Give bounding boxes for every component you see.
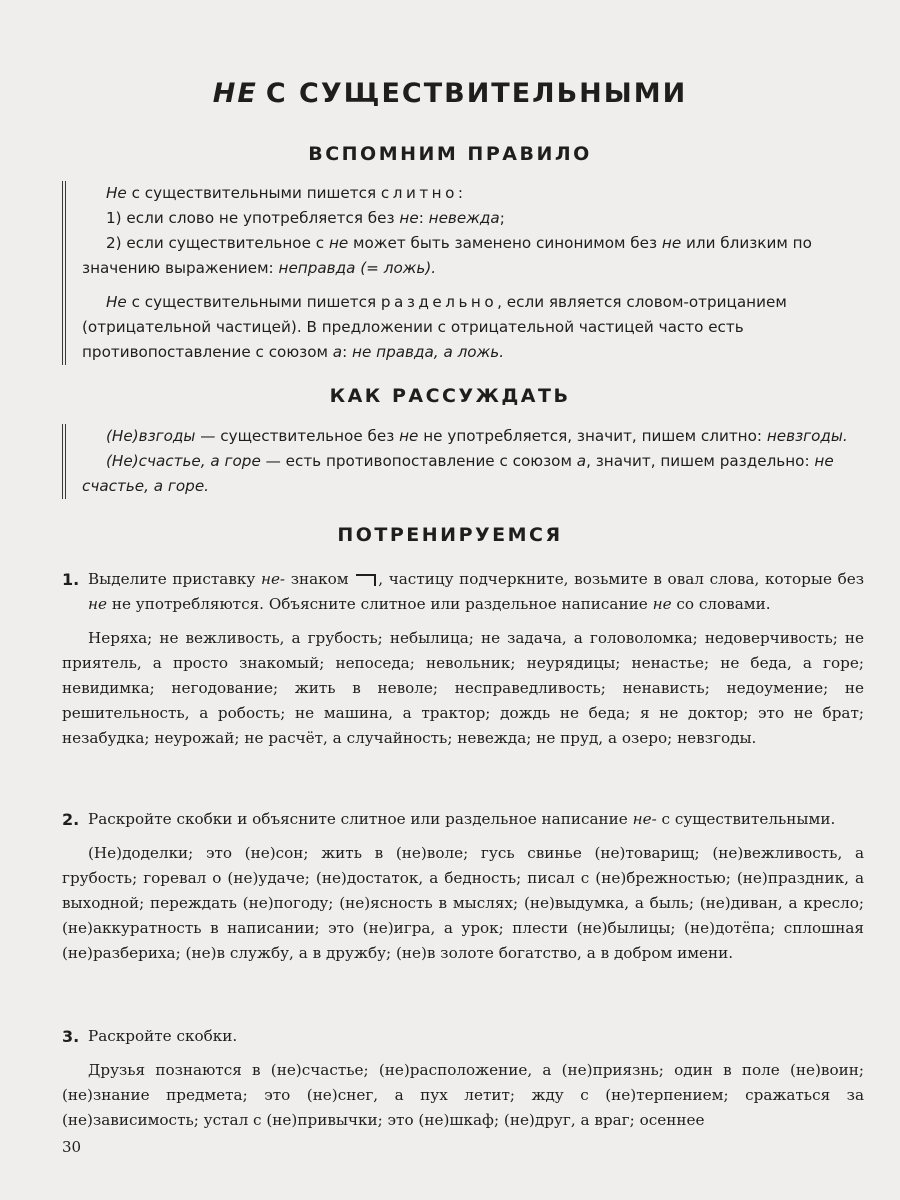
task-exercise-text: Неряха; не вежливость, а грубость; небылица; не задача, а головоломка; недоверчивость; не приятель, а просто знакомый; непоседа; невольник; неурядицы; ненастье; не беда, а горе; невидимка; негодование; жить в неволе; несправедливость; ненависть; недоумение; не решительность, а робость; не машина, а трактор; дождь не беда; я не доктор; это не брат; незабудка; неурожай; не расчёт, а случайность; невежда; не пруд, а озеро; невзгоды.: [62, 629, 864, 747]
page-title: [0, 78, 900, 109]
task-instruction: Раскройте скобки.: [88, 1027, 238, 1045]
rule-item-2: 2) если существительное с не может быть заменено синонимом без не или близким по значению выражением: неправда (= ложь).: [82, 234, 812, 277]
page-title-ne: НЕ: [212, 78, 258, 109]
rule-paragraph-1: Не с существительными пишется слитно:: [106, 184, 464, 202]
task-exercise-text: (Не)доделки; это (не)сон; жить в (не)воле; гусь свинье (не)товарищ; (не)вежливость, а грубость; горевал о (не)удаче; (не)достаток, а бедность; писал с (не)брежностью; (не)праздник, а выходной; переждать (не)погоду; (не)ясность в мыслях; (не)выдумка, а быль; (не)диван, а кресло; (не)аккуратность в написании; это (не)игра, а урок; плести (не)былицы; (не)дотёпа; сплошная (не)разбериха; (не)в службу, а в дружбу; (не)в золоте богатство, а в добром имени.: [62, 844, 864, 962]
rule-item-1: 1) если слово не употребляется без не: невежда;: [106, 209, 505, 227]
task-instruction: Выделите приставку не- знаком , частицу подчеркните, возьмите в овал слова, которые без не не употребляются. Объясните слитное или раздельное написание не со словами.: [88, 570, 864, 613]
task-3: [62, 1024, 864, 1148]
task-exercise-text: Друзья познаются в (не)счастье; (не)расположение, а (не)приязнь; один в поле (не)воин; (не)знание предмета; это (не)снег, а пух летит; жду с (не)терпением; сражаться за (не)зависимость; устал с (не)привычки; это (не)шкаф; (не)друг, а враг; осеннее: [62, 1061, 864, 1129]
reason-heading: КАК РАССУЖДАТЬ: [329, 385, 571, 407]
task-instruction: Раскройте скобки и объясните слитное или раздельное написание не- с существительными.: [88, 810, 836, 828]
rule-box: [62, 181, 882, 365]
practice-heading: ПОТРЕНИРУЕМСЯ: [337, 524, 563, 546]
task-number: 3.: [62, 1027, 80, 1046]
reason-box: [62, 424, 882, 499]
reason-example-1: (Не)взгоды — существительное без не не употребляется, значит, пишем слитно: невзгоды.: [106, 427, 848, 445]
page-number: 30: [62, 1138, 82, 1156]
page-title-rest: С СУЩЕСТВИТЕЛЬНЫМИ: [265, 78, 688, 109]
task-2: [62, 807, 864, 981]
rule-heading: ВСПОМНИМ ПРАВИЛО: [308, 143, 592, 165]
task-1: [62, 567, 864, 766]
reason-example-2: (Не)счастье, а горе — есть противопоставление с союзом а, значит, пишем раздельно: не счастье, а горе.: [82, 452, 834, 495]
rule-paragraph-2: Не с существительными пишется раздельно, если является словом-отрицанием (отрицательной частицей). В предложении с отрицательной частицей часто есть противопоставление с союзом а: не правда, а ложь.: [82, 293, 787, 361]
task-number: 1.: [62, 570, 80, 589]
prefix-mark-icon: [356, 574, 376, 586]
task-number: 2.: [62, 810, 80, 829]
